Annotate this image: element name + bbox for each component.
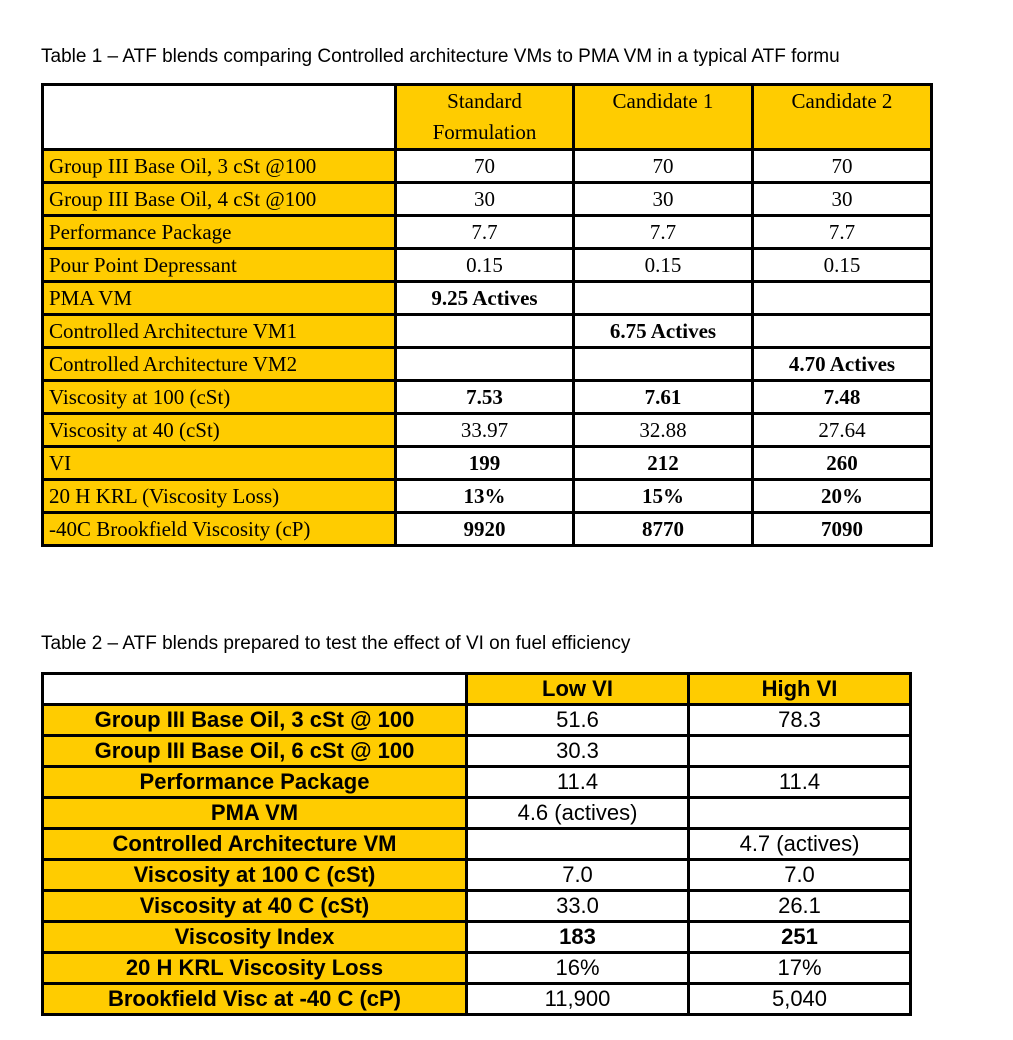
row-label: Group III Base Oil, 6 cSt @ 100: [43, 736, 467, 767]
table-cell: 70: [574, 150, 753, 183]
row-label: Viscosity at 40 (cSt): [43, 414, 396, 447]
column-header: Candidate 2: [753, 85, 932, 150]
table-row: [43, 447, 932, 480]
table-cell: 16%: [467, 953, 689, 984]
table-cell: 0.15: [396, 249, 574, 282]
table-cell: 260: [753, 447, 932, 480]
table2-caption: Table 2 – ATF blends prepared to test the effect of VI on fuel efficiency: [41, 633, 631, 654]
table-row: [43, 216, 932, 249]
header-row: [43, 85, 932, 150]
table-row: [43, 513, 932, 546]
table-cell: 33.97: [396, 414, 574, 447]
table-cell: 30: [753, 183, 932, 216]
table-cell: 183: [467, 922, 689, 953]
row-label: 20 H KRL (Viscosity Loss): [43, 480, 396, 513]
table-cell: 30: [396, 183, 574, 216]
row-label: -40C Brookfield Viscosity (cP): [43, 513, 396, 546]
table-cell: 0.15: [753, 249, 932, 282]
table-cell: [396, 348, 574, 381]
table-cell: 7.0: [689, 860, 911, 891]
table-cell: 70: [396, 150, 574, 183]
table-cell: 9920: [396, 513, 574, 546]
table-row: [43, 249, 932, 282]
table-cell: 251: [689, 922, 911, 953]
table-row: [43, 480, 932, 513]
table-row: [43, 381, 932, 414]
table-row: [43, 414, 932, 447]
column-header: Standard Formulation: [396, 85, 574, 150]
table-row: [43, 282, 932, 315]
table-cell: 7.7: [574, 216, 753, 249]
table-row: [43, 348, 932, 381]
table2: [41, 672, 912, 1016]
table-row: [43, 767, 911, 798]
row-label: Controlled Architecture VM2: [43, 348, 396, 381]
table-row: [43, 798, 911, 829]
table-cell: 7.48: [753, 381, 932, 414]
column-header: Candidate 1: [574, 85, 753, 150]
table1: [41, 83, 933, 547]
header-row: [43, 674, 911, 705]
table-cell: 20%: [753, 480, 932, 513]
row-label: Viscosity at 40 C (cSt): [43, 891, 467, 922]
table-row: [43, 891, 911, 922]
table-cell: 70: [753, 150, 932, 183]
table-cell: 4.6 (actives): [467, 798, 689, 829]
table-cell: [689, 736, 911, 767]
table-cell: 32.88: [574, 414, 753, 447]
table-row: [43, 315, 932, 348]
row-label: Viscosity at 100 (cSt): [43, 381, 396, 414]
table-cell: 7.7: [396, 216, 574, 249]
row-label: Brookfield Visc at -40 C (cP): [43, 984, 467, 1015]
table-cell: 11.4: [467, 767, 689, 798]
table-cell: 51.6: [467, 705, 689, 736]
table-cell: 7.53: [396, 381, 574, 414]
table-row: [43, 953, 911, 984]
row-label: Controlled Architecture VM: [43, 829, 467, 860]
row-label: Performance Package: [43, 767, 467, 798]
table-cell: 9.25 Actives: [396, 282, 574, 315]
row-label: Group III Base Oil, 4 cSt @100: [43, 183, 396, 216]
row-label: VI: [43, 447, 396, 480]
table-cell: 4.7 (actives): [689, 829, 911, 860]
table-cell: [753, 282, 932, 315]
table-cell: 78.3: [689, 705, 911, 736]
table-cell: 13%: [396, 480, 574, 513]
table-row: [43, 183, 932, 216]
row-label: 20 H KRL Viscosity Loss: [43, 953, 467, 984]
column-header: Low VI: [467, 674, 689, 705]
table-cell: 5,040: [689, 984, 911, 1015]
table-cell: [689, 798, 911, 829]
table-cell: 17%: [689, 953, 911, 984]
table-cell: [574, 282, 753, 315]
table-cell: 7.7: [753, 216, 932, 249]
row-label: Group III Base Oil, 3 cSt @ 100: [43, 705, 467, 736]
table-cell: 4.70 Actives: [753, 348, 932, 381]
row-label: Controlled Architecture VM1: [43, 315, 396, 348]
table-cell: 11.4: [689, 767, 911, 798]
table-row: [43, 984, 911, 1015]
header-corner-cell: [43, 85, 396, 150]
row-label: PMA VM: [43, 282, 396, 315]
table-cell: 11,900: [467, 984, 689, 1015]
table-row: [43, 922, 911, 953]
table-cell: 8770: [574, 513, 753, 546]
table-cell: 15%: [574, 480, 753, 513]
table-cell: [753, 315, 932, 348]
table-row: [43, 150, 932, 183]
table-cell: 199: [396, 447, 574, 480]
row-label: Group III Base Oil, 3 cSt @100: [43, 150, 396, 183]
table-row: [43, 860, 911, 891]
table-cell: [396, 315, 574, 348]
table-cell: [574, 348, 753, 381]
table-cell: 30.3: [467, 736, 689, 767]
table-cell: 30: [574, 183, 753, 216]
row-label: PMA VM: [43, 798, 467, 829]
table-cell: [467, 829, 689, 860]
column-header: High VI: [689, 674, 911, 705]
table-cell: 27.64: [753, 414, 932, 447]
table-cell: 33.0: [467, 891, 689, 922]
row-label: Pour Point Depressant: [43, 249, 396, 282]
table-cell: 7090: [753, 513, 932, 546]
table-cell: 26.1: [689, 891, 911, 922]
row-label: Viscosity at 100 C (cSt): [43, 860, 467, 891]
header-corner-cell: [43, 674, 467, 705]
table-cell: 212: [574, 447, 753, 480]
table-cell: 0.15: [574, 249, 753, 282]
table-row: [43, 829, 911, 860]
row-label: Viscosity Index: [43, 922, 467, 953]
table-row: [43, 736, 911, 767]
table-cell: 7.0: [467, 860, 689, 891]
table-cell: 6.75 Actives: [574, 315, 753, 348]
row-label: Performance Package: [43, 216, 396, 249]
table-cell: 7.61: [574, 381, 753, 414]
table1-caption: Table 1 – ATF blends comparing Controlled architecture VMs to PMA VM in a typical ATF formu: [41, 46, 840, 67]
table-row: [43, 705, 911, 736]
